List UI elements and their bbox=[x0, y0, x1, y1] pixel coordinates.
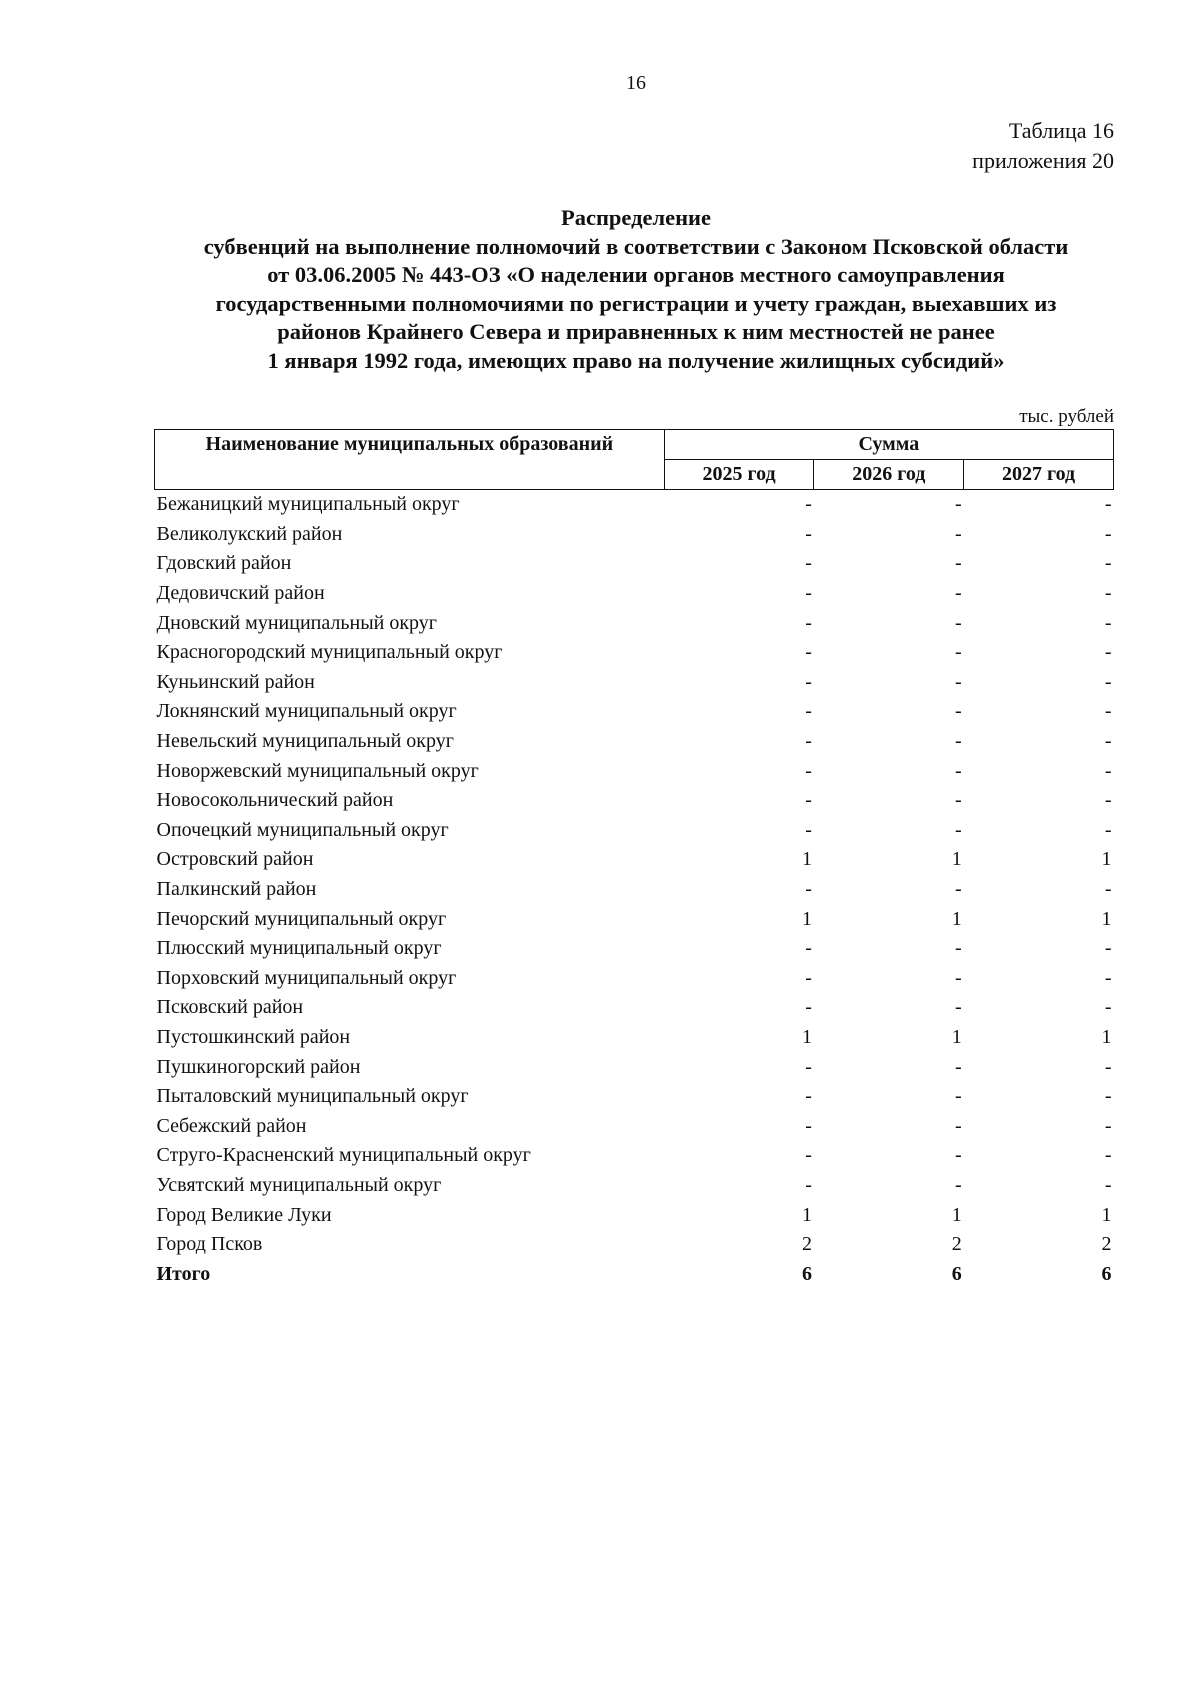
amount-value: - bbox=[1104, 641, 1112, 664]
header-sum: Сумма bbox=[664, 430, 1113, 460]
title-line: Распределение bbox=[560, 205, 712, 230]
municipality-name: Струго-Красненский муниципальный округ bbox=[156, 1144, 531, 1167]
table-row bbox=[155, 1023, 1114, 1053]
municipality-name: Себежский район bbox=[156, 1114, 307, 1137]
table-row bbox=[155, 904, 1114, 934]
municipality-name: Печорский муниципальный округ bbox=[156, 907, 447, 930]
amount-value: - bbox=[955, 966, 962, 989]
table-row bbox=[155, 549, 1114, 579]
header-year: 2025 год bbox=[664, 460, 814, 490]
amount-value: - bbox=[1104, 700, 1112, 723]
amount-value: 1 bbox=[1101, 907, 1112, 930]
amount-value: - bbox=[805, 670, 812, 693]
table-label: Таблица 16 bbox=[1008, 118, 1114, 143]
municipality-name: Плюсский муниципальный округ bbox=[156, 937, 442, 960]
amount-value: - bbox=[805, 759, 812, 782]
amount-value: - bbox=[955, 818, 962, 841]
amount-value: - bbox=[1104, 611, 1112, 634]
amount-value: - bbox=[805, 937, 812, 960]
amount-value: - bbox=[955, 996, 962, 1019]
amount-value: - bbox=[1104, 996, 1112, 1019]
amount-value: - bbox=[805, 996, 812, 1019]
amount-value: - bbox=[955, 878, 962, 901]
municipality-name: Пыталовский муниципальный округ bbox=[156, 1085, 469, 1108]
amount-value: - bbox=[1104, 1173, 1112, 1196]
amount-value: - bbox=[955, 730, 962, 753]
municipality-name: Порховский муниципальный округ bbox=[156, 966, 457, 989]
amount-value: - bbox=[805, 522, 812, 545]
header-year: 2026 год bbox=[814, 460, 964, 490]
document-title bbox=[150, 204, 1122, 375]
amount-value: - bbox=[1104, 522, 1112, 545]
amount-value: 1 bbox=[951, 1025, 962, 1048]
units-label: тыс. рублей bbox=[1019, 406, 1114, 427]
amount-value: - bbox=[955, 1173, 962, 1196]
table-row bbox=[155, 608, 1114, 638]
municipality-name: Усвятский муниципальный округ bbox=[156, 1173, 442, 1196]
amount-value: - bbox=[1104, 670, 1112, 693]
amount-value: - bbox=[955, 552, 962, 575]
municipality-name: Город Псков bbox=[156, 1233, 263, 1256]
table-row bbox=[155, 490, 1114, 520]
amount-value: 1 bbox=[1101, 1025, 1112, 1048]
amount-value: - bbox=[955, 1114, 962, 1137]
table-row bbox=[155, 934, 1114, 964]
amount-value: - bbox=[805, 878, 812, 901]
page-number: 16 bbox=[626, 72, 646, 94]
amount-value: - bbox=[955, 1055, 962, 1078]
table-row bbox=[155, 1171, 1114, 1201]
amount-value: - bbox=[805, 730, 812, 753]
amount-value: - bbox=[955, 582, 962, 605]
municipality-name: Островский район bbox=[156, 848, 314, 871]
total-value: 6 bbox=[1101, 1262, 1112, 1285]
amount-value: - bbox=[1104, 878, 1112, 901]
amount-value: 1 bbox=[951, 848, 962, 871]
municipality-name: Невельский муниципальный округ bbox=[156, 730, 454, 753]
table-row bbox=[155, 845, 1114, 875]
municipality-name: Красногородский муниципальный округ bbox=[156, 641, 503, 664]
amount-value: - bbox=[805, 582, 812, 605]
amount-value: - bbox=[955, 789, 962, 812]
amount-value: 2 bbox=[951, 1233, 962, 1256]
municipality-name: Бежаницкий муниципальный округ bbox=[156, 493, 460, 516]
title-line: от 03.06.2005 № 443-ОЗ «О наделении органов местного самоуправления bbox=[267, 262, 1005, 287]
table-row bbox=[155, 1200, 1114, 1230]
table-row bbox=[155, 875, 1114, 905]
amount-value: - bbox=[955, 1085, 962, 1108]
total-label: Итого bbox=[156, 1262, 211, 1285]
table-row bbox=[155, 756, 1114, 786]
amount-value: - bbox=[805, 789, 812, 812]
amount-value: 2 bbox=[1101, 1233, 1112, 1256]
table-row bbox=[155, 993, 1114, 1023]
title-line: государственными полномочиями по регистрации и учету граждан, выехавших из bbox=[215, 290, 1057, 316]
amount-value: - bbox=[805, 1173, 812, 1196]
amount-value: - bbox=[1104, 552, 1112, 575]
amount-value: - bbox=[955, 493, 962, 516]
amount-value: - bbox=[1104, 759, 1112, 782]
municipality-name: Пушкиногорский район bbox=[156, 1055, 361, 1078]
amount-value: - bbox=[805, 1055, 812, 1078]
municipality-name: Псковский район bbox=[156, 996, 304, 1019]
amount-value: - bbox=[1104, 966, 1112, 989]
amount-value: - bbox=[955, 937, 962, 960]
amount-value: - bbox=[805, 1085, 812, 1108]
amount-value: 2 bbox=[801, 1233, 812, 1256]
amount-value: - bbox=[1104, 582, 1112, 605]
total-value: 6 bbox=[951, 1262, 962, 1285]
header-name: Наименование муниципальных образований bbox=[155, 430, 665, 490]
amount-value: 1 bbox=[951, 907, 962, 930]
table-row bbox=[155, 638, 1114, 668]
amount-value: - bbox=[955, 759, 962, 782]
distribution-table bbox=[154, 429, 1114, 1289]
amount-value: 1 bbox=[801, 848, 812, 871]
total-value: 6 bbox=[801, 1262, 812, 1285]
table-row bbox=[155, 727, 1114, 757]
amount-value: - bbox=[955, 611, 962, 634]
amount-value: 1 bbox=[951, 1203, 962, 1226]
amount-value: - bbox=[955, 641, 962, 664]
municipality-name: Новоржевский муниципальный округ bbox=[156, 759, 479, 782]
table-row bbox=[155, 520, 1114, 550]
municipality-name: Великолукский район bbox=[156, 522, 343, 545]
municipality-name: Гдовский район bbox=[156, 552, 292, 575]
amount-value: - bbox=[955, 700, 962, 723]
amount-value: - bbox=[955, 1144, 962, 1167]
amount-value: - bbox=[1104, 818, 1112, 841]
amount-value: - bbox=[1104, 1085, 1112, 1108]
header-year: 2027 год bbox=[964, 460, 1114, 490]
title-line: 1 января 1992 года, имеющих право на получение жилищных субсидий» bbox=[267, 347, 1005, 373]
amount-value: 1 bbox=[1101, 848, 1112, 871]
table-row bbox=[155, 579, 1114, 609]
municipality-name: Дедовичский район bbox=[156, 582, 325, 605]
total-row bbox=[155, 1259, 1114, 1289]
amount-value: 1 bbox=[801, 1203, 812, 1226]
table-row bbox=[155, 1111, 1114, 1141]
title-line: районов Крайнего Севера и приравненных к ним местностей не ранее bbox=[277, 319, 995, 344]
amount-value: - bbox=[805, 966, 812, 989]
amount-value: - bbox=[1104, 789, 1112, 812]
municipality-name: Опочецкий муниципальный округ bbox=[156, 818, 449, 841]
municipality-name: Город Великие Луки bbox=[156, 1203, 332, 1226]
amount-value: 1 bbox=[801, 907, 812, 930]
amount-value: - bbox=[1104, 1144, 1112, 1167]
municipality-name: Пустошкинский район bbox=[156, 1025, 351, 1048]
table-row bbox=[155, 1141, 1114, 1171]
table-row bbox=[155, 786, 1114, 816]
table-row bbox=[155, 697, 1114, 727]
table-row bbox=[155, 668, 1114, 698]
amount-value: 1 bbox=[1101, 1203, 1112, 1226]
amount-value: - bbox=[1104, 937, 1112, 960]
municipality-name: Куньинский район bbox=[156, 670, 315, 693]
amount-value: - bbox=[805, 1114, 812, 1137]
amount-value: - bbox=[1104, 493, 1112, 516]
table-row bbox=[155, 1082, 1114, 1112]
amount-value: - bbox=[805, 611, 812, 634]
municipality-name: Локнянский муниципальный округ bbox=[156, 700, 457, 723]
municipality-name: Палкинский район bbox=[156, 878, 317, 901]
amount-value: - bbox=[805, 700, 812, 723]
amount-value: - bbox=[805, 1144, 812, 1167]
municipality-name: Дновский муниципальный округ bbox=[156, 611, 437, 634]
amount-value: 1 bbox=[801, 1025, 812, 1048]
table-body bbox=[155, 490, 1114, 1290]
appendix-label: приложения 20 bbox=[972, 148, 1114, 173]
table-row bbox=[155, 816, 1114, 846]
amount-value: - bbox=[955, 670, 962, 693]
amount-value: - bbox=[805, 818, 812, 841]
amount-value: - bbox=[805, 641, 812, 664]
amount-value: - bbox=[1104, 1055, 1112, 1078]
amount-value: - bbox=[1104, 1114, 1112, 1137]
title-line: субвенций на выполнение полномочий в соответствии с Законом Псковской области bbox=[203, 233, 1069, 259]
amount-value: - bbox=[955, 522, 962, 545]
amount-value: - bbox=[805, 552, 812, 575]
municipality-name: Новосокольнический район bbox=[156, 789, 394, 812]
amount-value: - bbox=[805, 493, 812, 516]
table-caption bbox=[972, 116, 1114, 176]
amount-value: - bbox=[1104, 730, 1112, 753]
table-row bbox=[155, 1052, 1114, 1082]
table-row bbox=[155, 964, 1114, 994]
table-row bbox=[155, 1230, 1114, 1260]
